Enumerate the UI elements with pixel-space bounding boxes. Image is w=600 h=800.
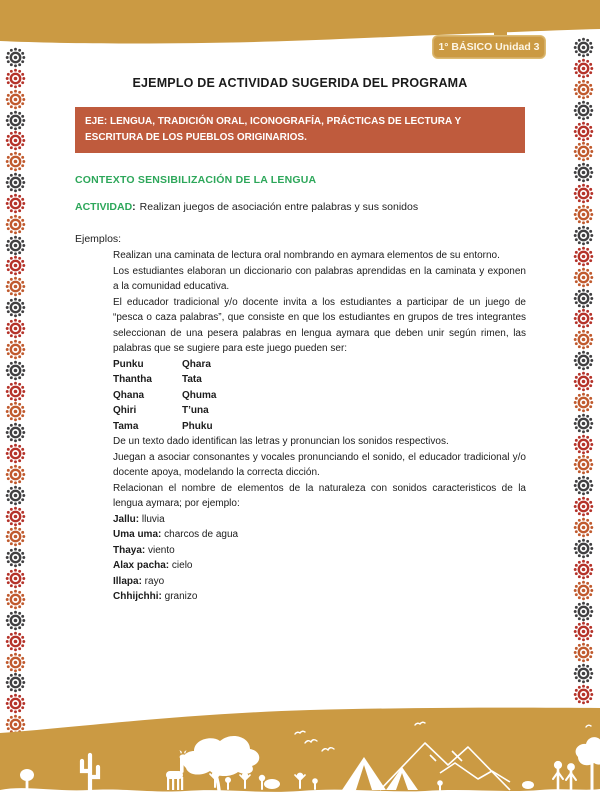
eje-banner xyxy=(75,107,525,153)
rosette-medallion-icon xyxy=(5,339,26,360)
rosette-medallion-icon xyxy=(573,204,594,225)
border-medallion xyxy=(573,642,594,663)
border-medallion xyxy=(573,225,594,246)
nature-term: Jallu: xyxy=(113,513,140,525)
nature-term: Alax pacha: xyxy=(113,560,170,571)
rosette-medallion-icon xyxy=(5,589,26,610)
rosette-medallion-icon xyxy=(573,58,594,79)
nature-definition: viento xyxy=(145,544,175,556)
rosette-medallion-icon xyxy=(5,130,26,151)
word-pair-row xyxy=(113,357,526,373)
word-pair-row xyxy=(113,403,526,419)
nature-words-list xyxy=(113,512,526,605)
border-medallion xyxy=(5,547,26,568)
rosette-medallion-icon xyxy=(573,684,594,705)
rosette-medallion-icon xyxy=(5,110,26,131)
example-paragraphs xyxy=(113,248,526,357)
rosette-medallion-icon xyxy=(5,464,26,485)
rosette-medallion-icon xyxy=(573,79,594,100)
border-medallion xyxy=(573,496,594,517)
rosette-medallion-icon xyxy=(5,193,26,214)
rosette-medallion-icon xyxy=(5,506,26,527)
border-medallion xyxy=(573,100,594,121)
word-pair-left: Qhana xyxy=(113,389,145,401)
activity-text: Realizan juegos de asociación entre palabras y sus sonidos xyxy=(139,201,419,213)
border-medallion xyxy=(573,392,594,413)
rosette-medallion-icon xyxy=(573,162,594,183)
rosette-medallion-icon xyxy=(573,517,594,538)
rosette-medallion-icon xyxy=(5,652,26,673)
rosette-medallion-icon xyxy=(5,631,26,652)
border-medallion xyxy=(573,454,594,475)
border-medallion xyxy=(5,130,26,151)
word-pair-row xyxy=(113,372,526,388)
rosette-medallion-icon xyxy=(573,329,594,350)
border-medallion xyxy=(5,214,26,235)
rosette-medallion-icon xyxy=(5,672,26,693)
border-medallion xyxy=(573,580,594,601)
unit-badge xyxy=(432,35,546,59)
rosette-medallion-icon xyxy=(5,568,26,589)
rosette-medallion-icon xyxy=(5,526,26,547)
border-medallion xyxy=(573,350,594,371)
nature-term: Uma uma: xyxy=(113,529,162,540)
rosette-medallion-icon xyxy=(573,601,594,622)
nature-definition: charcos de agua xyxy=(161,529,239,540)
border-medallion xyxy=(573,475,594,496)
word-pair-left: Tama xyxy=(113,420,139,432)
nature-definition: granizo xyxy=(161,591,198,602)
border-medallion xyxy=(573,538,594,559)
border-medallion xyxy=(573,663,594,684)
border-medallion xyxy=(5,110,26,131)
examples-body xyxy=(113,248,526,605)
page-title: EJEMPLO DE ACTIVIDAD SUGERIDA DEL PROGRAMA xyxy=(132,76,468,90)
nature-word-row xyxy=(113,558,526,574)
rosette-medallion-icon xyxy=(573,225,594,246)
border-medallion xyxy=(5,464,26,485)
word-pair-left: Punku xyxy=(113,358,144,370)
rosette-medallion-icon xyxy=(5,485,26,506)
border-medallion xyxy=(573,621,594,642)
activity-label: ACTIVIDAD xyxy=(75,201,133,213)
rosette-medallion-icon xyxy=(5,381,26,402)
border-medallion xyxy=(5,276,26,297)
rosette-medallion-icon xyxy=(573,663,594,684)
example-paragraph: Juegan a asociar consonantes y vocales pronunciando el sonido, el educador tradicional y/o docente apoya, modelando la correcta dicción. xyxy=(113,451,526,478)
border-medallion xyxy=(5,235,26,256)
eje-banner-label: EJE: LENGUA, TRADICIÓN ORAL, ICONOGRAFÍA, PRÁCTICAS DE LECTURA Y ESCRITURA DE LOS PUEBLOS ORIGINARIOS. xyxy=(85,116,461,143)
examples-label: Ejemplos: xyxy=(75,233,122,245)
rosette-medallion-icon xyxy=(5,47,26,68)
border-medallion xyxy=(573,413,594,434)
border-medallion xyxy=(5,610,26,631)
activity-colon: : xyxy=(132,201,136,213)
rosette-medallion-icon xyxy=(5,318,26,339)
rosette-medallion-icon xyxy=(5,610,26,631)
border-medallion xyxy=(573,141,594,162)
rosette-medallion-icon xyxy=(5,68,26,89)
border-medallion xyxy=(573,162,594,183)
rosette-medallion-icon xyxy=(573,308,594,329)
nature-definition: lluvia xyxy=(139,513,165,525)
rosette-medallion-icon xyxy=(573,475,594,496)
word-pair-row xyxy=(113,388,526,404)
word-pair-left: Qhiri xyxy=(113,405,137,416)
rosette-medallion-icon xyxy=(5,297,26,318)
rosette-medallion-icon xyxy=(573,559,594,580)
rosette-medallion-icon xyxy=(573,37,594,58)
rosette-medallion-icon xyxy=(573,246,594,267)
border-medallion xyxy=(5,297,26,318)
rosette-medallion-icon xyxy=(5,401,26,422)
rosette-medallion-icon xyxy=(5,255,26,276)
rosette-medallion-icon xyxy=(5,360,26,381)
example-paragraph: Los estudiantes elaboran un diccionario con palabras aprendidas en la caminata y exponen a la comunidad educativa. xyxy=(113,265,526,292)
border-medallion xyxy=(573,79,594,100)
example-paragraph: El educador tradicional y/o docente invita a los estudiantes a participar de un juego de “pesca o caza palabras”, que consiste en que los estudiantes en grupos de tres integrantes seleccionan de una pesera palabras en lengua aymara que deben unir según rimen, las palabras que se sugiere para este juego pueden ser: xyxy=(113,296,526,354)
border-medallion xyxy=(5,151,26,172)
border-medallion xyxy=(573,37,594,58)
nature-definition: rayo xyxy=(141,575,165,587)
rosette-medallion-icon xyxy=(573,434,594,455)
rosette-medallion-icon xyxy=(573,621,594,642)
border-medallion xyxy=(573,559,594,580)
border-medallion xyxy=(573,371,594,392)
right-ornament-border xyxy=(573,37,594,705)
word-pair-right: Qhuma xyxy=(182,389,217,401)
rosette-medallion-icon xyxy=(573,538,594,559)
word-pair-row xyxy=(113,419,526,435)
rosette-medallion-icon xyxy=(573,496,594,517)
nature-word-row xyxy=(113,527,526,543)
word-pair-right: Tata xyxy=(182,374,202,385)
border-medallion xyxy=(5,506,26,527)
rosette-medallion-icon xyxy=(573,267,594,288)
example-paragraph: Relacionan el nombre de elementos de la naturaleza con sonidos caracteristicos de la lengua aymara; por ejemplo: xyxy=(113,482,526,509)
unit-badge-label: 1° BÁSICO Unidad 3 xyxy=(438,41,540,53)
word-pair-right: Phuku xyxy=(182,420,213,432)
rosette-medallion-icon xyxy=(5,276,26,297)
rosette-medallion-icon xyxy=(573,183,594,204)
rosette-medallion-icon xyxy=(5,172,26,193)
rosette-medallion-icon xyxy=(5,89,26,110)
rosette-medallion-icon xyxy=(573,141,594,162)
border-medallion xyxy=(5,89,26,110)
nature-word-row xyxy=(113,574,526,590)
border-medallion xyxy=(573,267,594,288)
border-medallion xyxy=(5,47,26,68)
rosette-medallion-icon xyxy=(5,151,26,172)
border-medallion xyxy=(573,308,594,329)
border-medallion xyxy=(573,204,594,225)
border-medallion xyxy=(5,485,26,506)
nature-term: Illapa: xyxy=(113,575,142,587)
activity-line xyxy=(75,201,418,213)
border-medallion xyxy=(5,422,26,443)
border-medallion xyxy=(573,684,594,705)
border-medallion xyxy=(5,381,26,402)
border-medallion xyxy=(5,526,26,547)
nature-word-row xyxy=(113,512,526,528)
nature-definition: cielo xyxy=(169,560,193,571)
word-pair-right: Qhara xyxy=(182,358,211,370)
nature-word-row xyxy=(113,589,526,605)
rosette-medallion-icon xyxy=(5,422,26,443)
border-medallion xyxy=(5,443,26,464)
rosette-medallion-icon xyxy=(573,413,594,434)
border-medallion xyxy=(5,255,26,276)
border-medallion xyxy=(573,58,594,79)
border-medallion xyxy=(5,568,26,589)
border-medallion xyxy=(5,68,26,89)
example-paragraph: Realizan una caminata de lectura oral nombrando en aymara elementos de su entorno. xyxy=(113,250,500,261)
word-pairs-list xyxy=(113,357,526,435)
rosette-medallion-icon xyxy=(573,288,594,309)
border-medallion xyxy=(5,193,26,214)
rosette-medallion-icon xyxy=(5,547,26,568)
border-medallion xyxy=(573,121,594,142)
example-paragraph: De un texto dado identifican las letras y pronuncian los sonidos respectivos. xyxy=(113,436,449,447)
border-medallion xyxy=(573,329,594,350)
nature-term: Chhijchhi: xyxy=(113,591,162,602)
border-medallion xyxy=(5,401,26,422)
nature-word-row xyxy=(113,543,526,559)
border-medallion xyxy=(573,288,594,309)
rosette-medallion-icon xyxy=(573,350,594,371)
rosette-medallion-icon xyxy=(5,443,26,464)
footer-illustration xyxy=(0,705,600,800)
border-medallion xyxy=(5,589,26,610)
rosette-medallion-icon xyxy=(573,100,594,121)
border-medallion xyxy=(5,172,26,193)
border-medallion xyxy=(573,601,594,622)
context-heading: CONTEXTO SENSIBILIZACIÓN DE LA LENGUA xyxy=(75,174,317,186)
word-pair-right: T’una xyxy=(182,405,209,416)
bush-icon xyxy=(522,781,534,789)
rosette-medallion-icon xyxy=(573,454,594,475)
rosette-medallion-icon xyxy=(573,371,594,392)
rosette-medallion-icon xyxy=(573,392,594,413)
border-medallion xyxy=(5,672,26,693)
border-medallion xyxy=(5,631,26,652)
nature-term: Thaya: xyxy=(113,544,146,556)
left-ornament-border xyxy=(5,47,26,735)
border-medallion xyxy=(5,318,26,339)
rosette-medallion-icon xyxy=(573,580,594,601)
word-pair-left: Thantha xyxy=(113,374,152,385)
border-medallion xyxy=(5,339,26,360)
border-medallion xyxy=(573,517,594,538)
border-medallion xyxy=(5,360,26,381)
rosette-medallion-icon xyxy=(573,121,594,142)
border-medallion xyxy=(5,652,26,673)
rosette-medallion-icon xyxy=(5,235,26,256)
border-medallion xyxy=(573,183,594,204)
example-paragraphs-2 xyxy=(113,434,526,512)
border-medallion xyxy=(573,434,594,455)
border-medallion xyxy=(573,246,594,267)
rosette-medallion-icon xyxy=(573,642,594,663)
bush-icon xyxy=(264,779,280,789)
rosette-medallion-icon xyxy=(5,214,26,235)
